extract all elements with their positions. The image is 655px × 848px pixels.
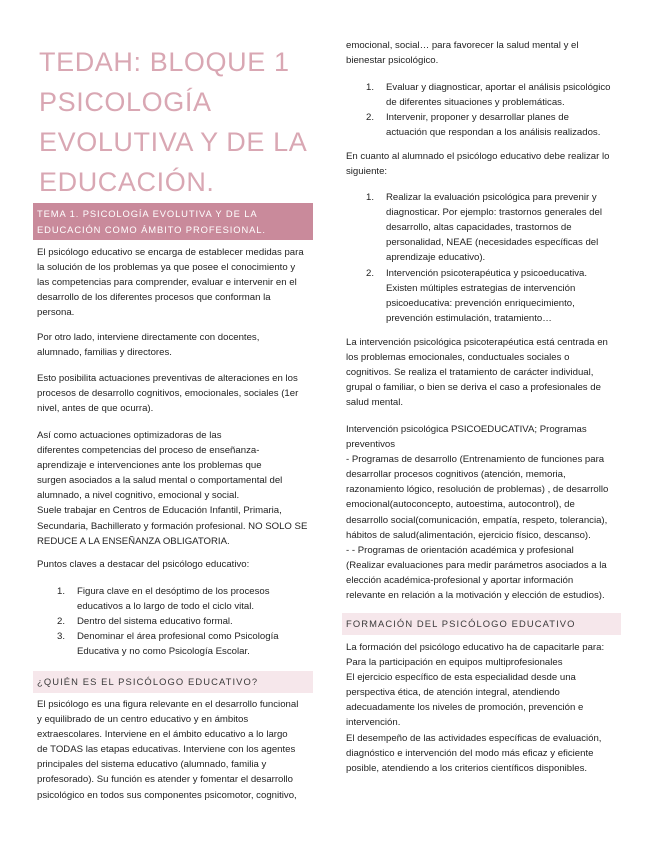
text-line: EDUCACIÓN COMO ÁMBITO PROFESIONAL. xyxy=(37,223,266,235)
text-line: Esto posibilita actuaciones preventivas de alteraciones en los xyxy=(37,373,298,384)
list-number: 1. xyxy=(57,586,66,597)
text-line: diagnosticar. Por ejemplo: trastornos generales del xyxy=(386,207,602,219)
text-line: desarrollar procesos cognitivos (atención, memoria, xyxy=(346,469,566,481)
text-line: emocional(autoconcepto, autoestima, autocontrol), de xyxy=(346,499,575,511)
document-title xyxy=(39,42,309,202)
text-line: psicológico en todos sus componentes psicomotor, cognitivo, xyxy=(37,789,297,801)
text-line: perspectiva ética, de atención integral, atendiendo xyxy=(346,687,560,699)
list-text xyxy=(77,614,233,629)
text-line: Realizar la evaluación psicológica para prevenir y xyxy=(386,192,597,203)
text-line: Intervención psicológica PSICOEDUCATIVA; Programas xyxy=(346,424,587,435)
text-line: El desempeño de las actividades específicas de evaluación, xyxy=(346,732,602,744)
text-line: - - Programas de orientación académica y profesional xyxy=(346,544,574,556)
list-text xyxy=(386,80,611,110)
text-line: profesorado). Su función es atender y fomentar el desarrollo xyxy=(37,774,293,786)
quien-heading xyxy=(33,671,313,693)
text-line: de TODAS las etapas educativas. Interviene con los agentes xyxy=(37,744,296,756)
text-line: extraescolares. Interviene en el ámbito educativo a lo largo xyxy=(37,729,288,741)
text-line: TEDAH: BLOQUE 1 xyxy=(39,47,290,77)
paragraph-preventive xyxy=(37,371,298,416)
text-line: Puntos claves a destacar del psicólogo educativo: xyxy=(37,559,250,570)
text-line: Denominar el área profesional como Psicología xyxy=(77,631,279,643)
text-line: Así como actuaciones optimizadoras de las xyxy=(37,430,222,441)
text-line: El ejercicio específico de esta especialidad desde una xyxy=(346,672,576,684)
text-line: TEMA 1. PSICOLOGÍA EVOLUTIVA Y DE LA xyxy=(37,208,258,219)
text-line: El psicólogo educativo se encarga de establecer medidas para xyxy=(37,247,304,258)
list-number: 1. xyxy=(366,82,375,93)
text-line: desarrollo de los diferentes procesos que conforman la xyxy=(37,292,271,304)
tema1-heading xyxy=(33,203,313,240)
text-line: y equilibrado de un centro educativo y en ámbitos xyxy=(37,714,249,726)
text-line: Por otro lado, interviene directamente con docentes, xyxy=(37,332,260,343)
paragraph-key-points xyxy=(37,557,249,572)
text-line: (Realizar evaluaciones para medir parámetros asociados a la xyxy=(346,559,607,571)
text-line: salud mental. xyxy=(346,397,404,409)
text-line: principales del sistema educativo (alumnado, familia y xyxy=(37,759,267,771)
text-line: Evaluar y diagnosticar, aportar el análisis psicológico xyxy=(386,82,611,93)
text-line: Existen múltiples estrategias de intervención xyxy=(386,282,576,294)
text-line: Figura clave en el desóptimo de los procesos xyxy=(77,586,270,597)
text-line: personalidad, NEAE (necesidades específicas del xyxy=(386,237,599,249)
formacion-heading xyxy=(342,613,621,635)
text-line: Para la participación en equipos multiprofesionales xyxy=(346,657,563,669)
text-line: - Programas de desarrollo (Entrenamiento de funciones para xyxy=(346,454,605,466)
text-line: En cuanto al alumnado el psicólogo educativo debe realizar lo xyxy=(346,151,610,162)
text-line: diagnóstico e intervención del modo más eficaz y eficiente xyxy=(346,747,594,759)
text-line: grupal o familiar, o bien se deriva el caso a profesionales de xyxy=(346,382,601,394)
list-number: 2. xyxy=(366,267,375,279)
list-text xyxy=(77,584,270,614)
text-line: adecuadamente los niveles de promoción, prevención e xyxy=(346,702,584,714)
text-line: aprendizaje e intervenciones ante los problemas que xyxy=(37,460,262,472)
text-line: Intervención psicoterapéutica y psicoeducativa. xyxy=(386,267,588,279)
list-text xyxy=(386,190,602,265)
text-line: hábitos de salud(alimentación, ejercicio físico, descanso). xyxy=(346,529,591,541)
text-line: nivel, antes de que ocurra). xyxy=(37,403,154,415)
paragraph-training xyxy=(346,640,604,776)
paragraph-who xyxy=(37,697,298,803)
text-line: La formación del psicólogo educativo ha de capacitarle para: xyxy=(346,642,605,653)
text-line: relevante en relación a la motivación y elección de estudios). xyxy=(346,590,605,602)
text-line: cognitivos. Se realiza el tratamiento de carácter individual, xyxy=(346,367,594,379)
text-line: EDUCACIÓN. xyxy=(39,167,215,197)
list-number: 3. xyxy=(57,631,66,643)
text-line: los problemas emocionales, conductuales sociales o xyxy=(346,352,570,364)
text-line: alumnado, familias y directores. xyxy=(37,347,172,359)
text-line: razonamiento lógico, resolución de problemas) , de desarrollo xyxy=(346,484,609,496)
text-line: PSICOLOGÍA xyxy=(39,87,212,117)
quien-heading-text: ¿QUIÉN ES EL PSICÓLOGO EDUCATIVO? xyxy=(37,676,259,687)
text-line: la solución de los problemas ya que posee el conocimiento y xyxy=(37,262,296,274)
text-line: procesos de desarrollo cognitivos, emocionales, sociales (1er xyxy=(37,388,299,400)
list-text xyxy=(386,266,587,326)
text-line: prevención estimulación, tratamiento… xyxy=(386,312,552,324)
text-line: surgen asociados a la salud mental o comportamental del xyxy=(37,475,283,487)
text-line: psicoeducativa: prevención enriquecimiento, xyxy=(386,297,575,309)
list-text xyxy=(386,110,600,140)
paragraph-optimizing xyxy=(37,428,307,549)
list-number: 1. xyxy=(366,192,375,203)
text-line: preventivos xyxy=(346,439,396,451)
text-line: intervención. xyxy=(346,717,401,729)
text-line: aprendizaje educativo). xyxy=(386,252,486,264)
paragraph-wellbeing xyxy=(346,38,579,68)
text-line: desarrollo, altas capacidades, trastornos de xyxy=(386,222,572,234)
text-line: elección académica-profesional y aportar información xyxy=(346,574,574,586)
text-line: emocional, social… para favorecer la salud mental y el xyxy=(346,40,579,51)
text-line: posible, atendiendo a los criterios científicos disponibles. xyxy=(346,762,588,774)
text-line: de diferentes situaciones y problemáticas. xyxy=(386,97,565,109)
text-line: Dentro del sistema educativo formal. xyxy=(77,616,233,628)
text-line: El psicólogo es una figura relevante en el desarrollo funcional xyxy=(37,699,299,710)
text-line: Educativa y no como Psicología Escolar. xyxy=(77,646,250,658)
text-line: Intervenir, proponer y desarrollar planes de xyxy=(386,112,569,124)
text-line: actuación que respondan a los análisis realizados. xyxy=(386,127,601,139)
paragraph-students xyxy=(346,149,609,179)
text-line: REDUCE A LA ENSEÑANZA OBLIGATORIA. xyxy=(37,535,230,547)
text-line: las competencias para comprender, evaluar e intervenir en el xyxy=(37,277,297,289)
list-number: 2. xyxy=(366,112,375,124)
list-number: 2. xyxy=(57,616,66,628)
text-line: siguiente: xyxy=(346,166,388,178)
text-line: educativos a lo largo de todo el ciclo vital. xyxy=(77,601,255,613)
text-line: diferentes competencias del proceso de enseñanza- xyxy=(37,445,260,457)
text-line: alumnado, a nivel cognitivo, emocional y social. xyxy=(37,490,240,502)
formacion-heading-text: FORMACIÓN DEL PSICÓLOGO EDUCATIVO xyxy=(346,618,576,629)
text-line: Suele trabajar en Centros de Educación Infantil, Primaria, xyxy=(37,505,282,517)
text-line: EVOLUTIVA Y DE LA xyxy=(39,127,308,157)
paragraph-role xyxy=(37,245,304,320)
text-line: bienestar psicológico. xyxy=(346,55,439,67)
paragraph-psychoeducational xyxy=(346,422,608,603)
text-line: desarrollo social(comunicación, empatía, respeto, tolerancia), xyxy=(346,514,608,526)
list-text xyxy=(77,629,279,659)
text-line: Secundaria, Bachillerato y formación profesional. NO SOLO SE xyxy=(37,520,308,532)
text-line: La intervención psicológica psicoterapéutica está centrada en xyxy=(346,337,608,348)
paragraph-intervention xyxy=(37,330,259,360)
paragraph-psychotherapeutic xyxy=(346,335,608,410)
text-line: persona. xyxy=(37,307,75,319)
